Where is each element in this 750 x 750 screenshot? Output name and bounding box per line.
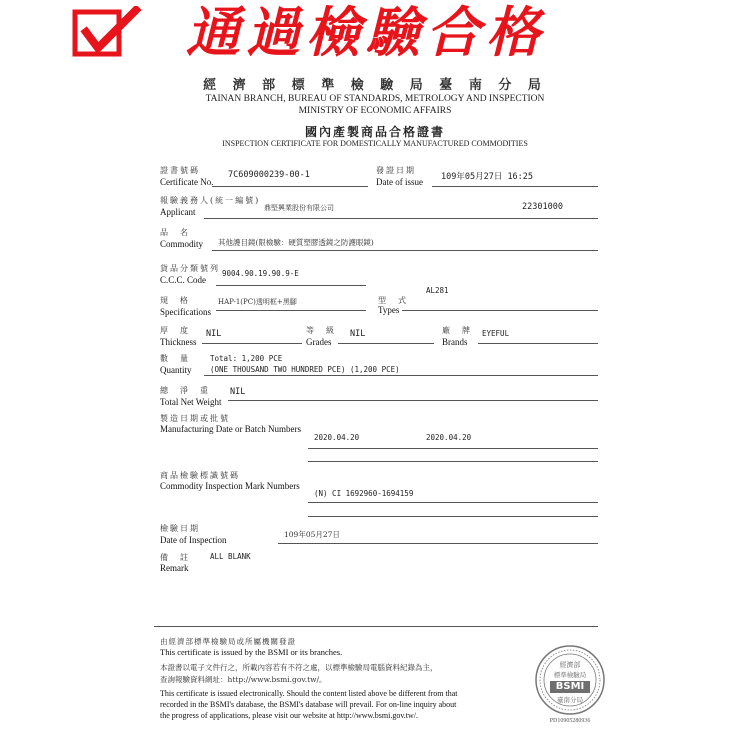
specifications-value: HAP-1(PC)透明框+黑腳: [218, 298, 297, 306]
bsmi-seal: [534, 644, 606, 716]
commodity-value: 其他護目鏡(限檢驗：硬質塑膠透鏡之防護眼鏡): [218, 238, 374, 247]
footer-electronic-en-1: This certificate is issued electronically. Should the content listed above be different from that: [160, 689, 458, 698]
types-label-zh: 型 式: [378, 296, 408, 305]
specifications-underline: [216, 310, 366, 311]
remark-value: ALL BLANK: [210, 552, 251, 561]
footer-issued-en: This certificate is issued by the BSMI or its branches.: [160, 647, 343, 657]
commodity-underline: [212, 250, 598, 251]
commodity-label-zh: 品 名: [160, 228, 190, 237]
inspection-mark-value: (N) CI 1692960-1694159: [314, 489, 414, 498]
thickness-label-en: Thickness: [160, 337, 197, 347]
grades-label-en: Grades: [306, 337, 332, 347]
check-box-icon: [72, 6, 142, 58]
ministry-name: MINISTRY OF ECONOMIC AFFAIRS: [298, 106, 452, 116]
net-weight-underline: [228, 400, 598, 401]
applicant-label-zh: 報驗義務人(統一編號): [160, 196, 261, 205]
manufacturing-underline-2: [308, 461, 598, 462]
brands-label-zh: 廠 牌: [442, 326, 472, 335]
inspection-mark-label-en: Commodity Inspection Mark Numbers: [160, 481, 300, 491]
certificate-no-label-zh: 證書號碼: [160, 166, 200, 175]
grades-underline: [338, 343, 434, 344]
seal-top-text: 經濟部: [559, 661, 581, 669]
thickness-underline: [202, 343, 302, 344]
quantity-words: (ONE THOUSAND TWO HUNDRED PCE) (1,200 PCE): [210, 365, 400, 374]
inspection-date-label-zh: 檢驗日期: [160, 524, 200, 533]
inspection-mark-underline-1: [308, 502, 598, 503]
footer-electronic-zh-1: 本證書以電子文件行之，所載內容若有不符之處，以標準檢驗局電腦資料紀錄為主，: [160, 663, 438, 672]
ccc-code-value: 9004.90.19.90.9-E: [222, 269, 299, 278]
issuing-authority-zh: 經 濟 部 標 準 檢 驗 局 臺 南 分 局: [203, 78, 547, 93]
types-value: AL281: [426, 286, 449, 295]
ccc-code-label-zh: 貨品分類號列: [160, 264, 220, 273]
applicant-label-en: Applicant: [160, 207, 196, 217]
brands-value: EYEFUL: [482, 329, 510, 338]
ccc-code-underline: [216, 285, 366, 286]
certificate-no-value: 7C609000239-00-1: [228, 170, 310, 180]
inspection-mark-underline-2: [308, 516, 598, 517]
net-weight-label-zh: 總 淨 重: [160, 386, 210, 395]
net-weight-label-en: Total Net Weight: [160, 397, 222, 407]
footer-divider: [154, 626, 598, 627]
inspection-date-underline: [278, 543, 598, 544]
quantity-total: Total: 1,200 PCE: [210, 354, 283, 363]
remark-label-zh: 備 註: [160, 553, 190, 562]
specifications-label-en: Specifications: [160, 307, 211, 317]
date-of-issue-underline: [432, 186, 598, 187]
types-underline: [402, 310, 598, 311]
ccc-code-label-en: C.C.C. Code: [160, 275, 207, 285]
quantity-label-zh: 數 量: [160, 354, 190, 363]
net-weight-value: NIL: [230, 387, 246, 397]
date-of-issue-label-en: Date of issue: [376, 177, 423, 187]
certificate-no-underline: [212, 186, 368, 187]
banner-title: 通過檢驗合格: [186, 1, 546, 64]
remark-label-en: Remark: [160, 563, 189, 573]
inspection-mark-label-zh: 商品檢驗標識號碼: [160, 471, 240, 480]
thickness-value: NIL: [206, 329, 222, 339]
brands-label-en: Brands: [442, 337, 468, 347]
seal-brand-text: BSMI: [555, 681, 585, 692]
manufacturing-label-zh: 製造日期或批號: [160, 414, 230, 423]
specifications-label-zh: 規 格: [160, 296, 190, 305]
seal-mid-text: 標準檢驗局: [553, 671, 587, 679]
brands-underline: [478, 343, 598, 344]
thickness-label-zh: 厚 度: [160, 326, 190, 335]
inspection-date-value: 109年05月27日: [284, 530, 340, 539]
issuing-authority-en: TAINAN BRANCH, BUREAU OF STANDARDS, METROLOGY AND INSPECTION: [205, 94, 545, 104]
document-title-zh: 國內產製商品合格證書: [304, 125, 445, 139]
date-of-issue-label-zh: 發證日期: [376, 166, 416, 175]
footer-issued-zh: 由經濟部標準檢驗局或所屬機關發證: [160, 637, 296, 646]
footer-electronic-en-2: recorded in the BSMI's database, the BSMI's database will prevail. For on-line inquiry about: [160, 700, 457, 709]
manufacturing-value-2: 2020.04.20: [426, 433, 472, 442]
quantity-label-en: Quantity: [160, 365, 192, 375]
footer-electronic-en-3: the progress of applications, please visit our website at http://www.bsmi.gov.tw/.: [160, 711, 419, 720]
applicant-name: 鼎堅興業股份有限公司: [264, 204, 334, 212]
types-label-en: Types: [378, 305, 400, 315]
grades-label-zh: 等 級: [306, 326, 336, 335]
grades-value: NIL: [350, 329, 366, 339]
manufacturing-underline-1: [308, 448, 598, 449]
applicant-underline: [204, 218, 598, 219]
footer-electronic-zh-2: 查詢報驗資料網址：http://www.bsmi.gov.tw/。: [160, 675, 327, 684]
quantity-underline: [204, 375, 598, 376]
manufacturing-label-en: Manufacturing Date or Batch Numbers: [160, 424, 301, 434]
certificate-no-label-en: Certificate No.: [160, 177, 214, 187]
commodity-label-en: Commodity: [160, 239, 204, 249]
applicant-id: 22301000: [522, 202, 563, 212]
date-of-issue-value: 109年05月27日 16:25: [441, 172, 534, 182]
serial-number: PD10905280936: [549, 718, 591, 724]
document-title-en: INSPECTION CERTIFICATE FOR DOMESTICALLY MANUFACTURED COMMODITIES: [222, 139, 528, 148]
manufacturing-value-1: 2020.04.20: [314, 433, 360, 442]
inspection-date-label-en: Date of Inspection: [160, 535, 227, 545]
seal-bottom-text: 臺南分局: [557, 696, 583, 704]
